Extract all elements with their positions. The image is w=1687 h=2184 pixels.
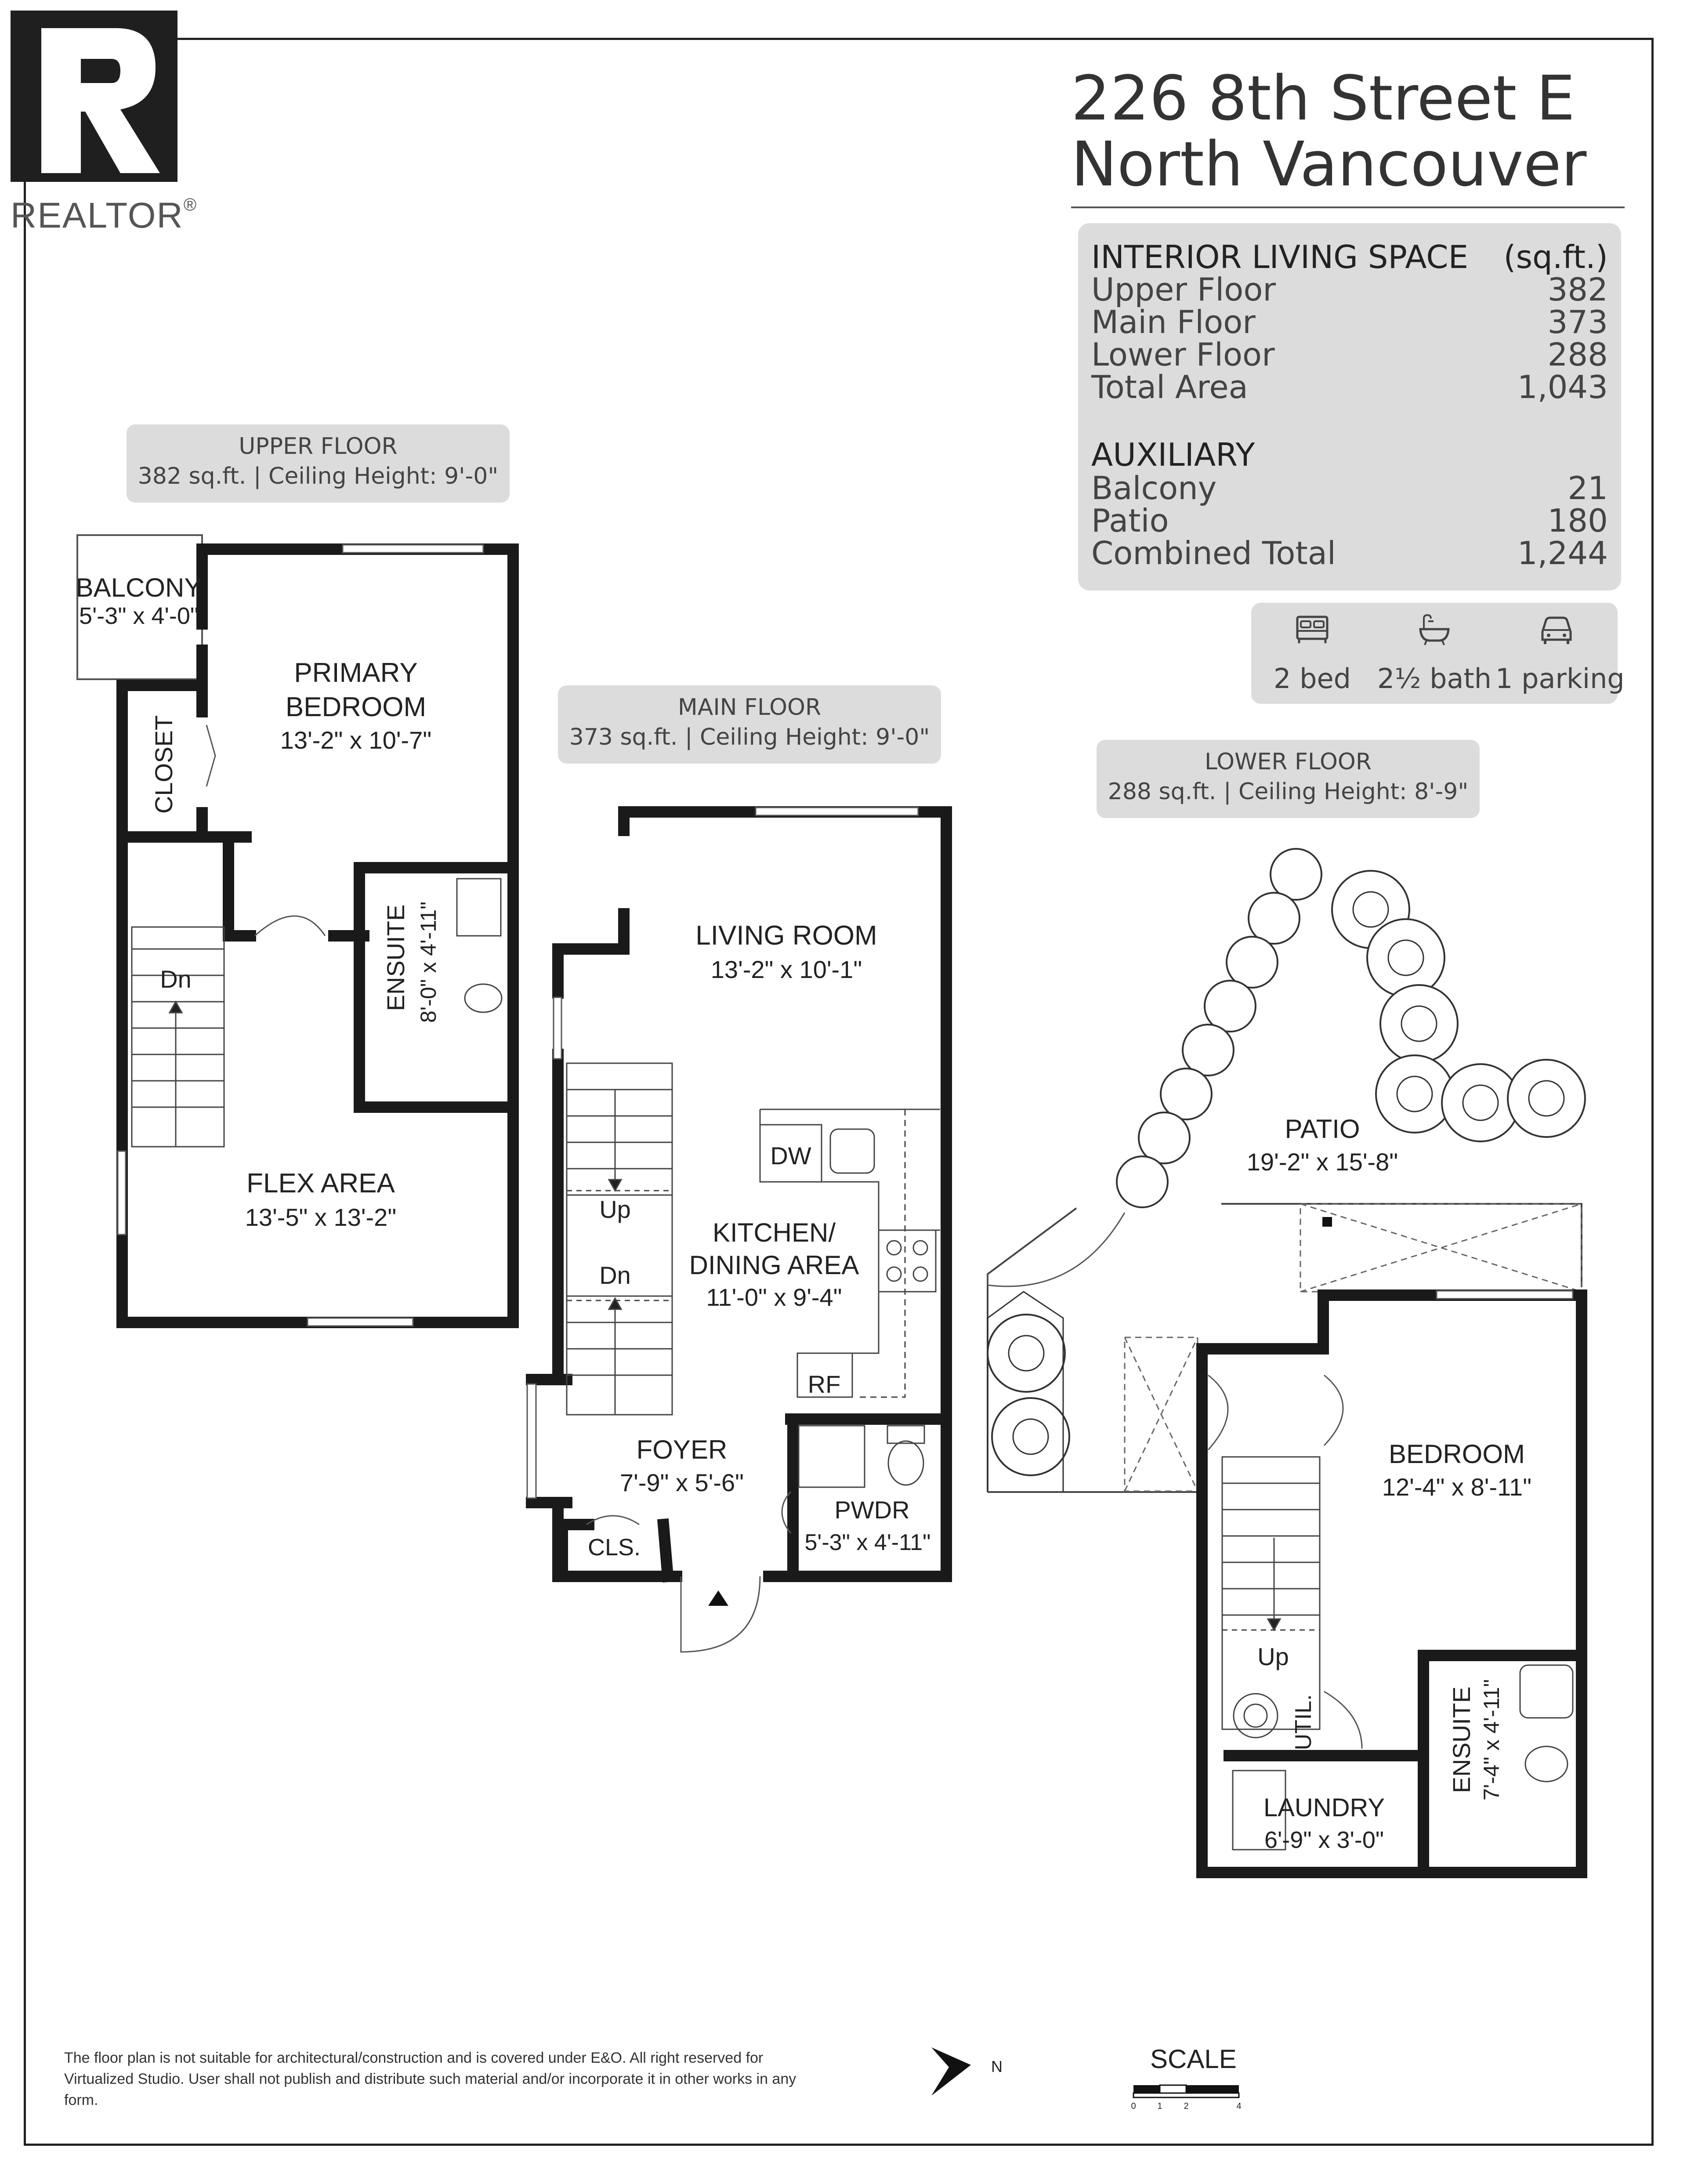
powder-room-dims: 5'-3" x 4'-11" — [804, 1530, 931, 1555]
powder-room-label: PWDR — [834, 1496, 910, 1524]
stairs-up-label: Up — [599, 1195, 631, 1223]
utility-label: UTIL. — [1291, 1694, 1316, 1750]
amenity-label: 2½ bath — [1377, 663, 1492, 695]
window — [343, 545, 483, 553]
closet-door — [206, 725, 215, 786]
laundry-dims: 6'-9" x 3'-0" — [1264, 1827, 1384, 1853]
living-room-label: LIVING ROOM — [695, 920, 877, 951]
floor-tag-detail: 373 sq.ft. | Ceiling Height: 9'-0" — [569, 724, 930, 750]
patio-dims: 19'-2" x 15'-8" — [1246, 1148, 1398, 1176]
auxiliary-heading: AUXILIARY — [1091, 436, 1255, 473]
area-row-label: Balcony — [1091, 470, 1217, 507]
bedroom-dims: 12'-4" x 8'-11" — [1382, 1473, 1532, 1501]
area-row-value: 21 — [1568, 470, 1608, 507]
closet-label: CLS. — [587, 1534, 641, 1561]
scale-tick: 0 — [1131, 2101, 1136, 2111]
floor-tag-title: UPPER FLOOR — [239, 433, 398, 460]
compass — [931, 2047, 1003, 2096]
closet-label: CLOSET — [150, 715, 177, 814]
toilet — [465, 984, 502, 1012]
address-line2: North Vancouver — [1071, 129, 1587, 200]
laundry-label: LAUNDRY — [1263, 1793, 1385, 1822]
area-row-label: Main Floor — [1091, 304, 1256, 340]
disclaimer: The floor plan is not suitable for architectural/construction and is covered under E&O. All right reserved for Virtualized Studio. User shall not publish and distribute such material and/or incorporate it in other works in any form. — [64, 2050, 796, 2108]
amenity-label: 1 parking — [1495, 663, 1625, 695]
primary-bedroom-label: PRIMARY — [294, 658, 418, 688]
lower-stairs — [1222, 1457, 1320, 1729]
stairs-dn-label: Dn — [599, 1261, 631, 1289]
area-row-label: Patio — [1091, 502, 1169, 539]
primary-bedroom-dims: 13'-2" x 10'-7" — [280, 726, 432, 754]
post-marker — [1322, 1217, 1332, 1227]
flex-area-label: FLEX AREA — [246, 1168, 395, 1199]
foyer-label: FOYER — [636, 1435, 728, 1464]
kitchen-dims: 11'-0" x 9'-4" — [706, 1283, 842, 1311]
window — [118, 1151, 126, 1235]
toilet — [1525, 1746, 1568, 1782]
interior-unit: (sq.ft.) — [1503, 239, 1608, 275]
scale-tick: 2 — [1184, 2101, 1189, 2111]
entry-door — [681, 1576, 760, 1652]
balcony-dims: 5'-3" x 4'-0" — [79, 603, 199, 629]
realtor-logo-text: REALTOR® — [11, 195, 198, 235]
amenity-label: 2 bed — [1273, 663, 1351, 695]
floor-tag-title: LOWER FLOOR — [1205, 749, 1372, 775]
area-row-label: Total Area — [1091, 369, 1248, 406]
vanity — [457, 879, 501, 936]
flex-area-dims: 13'-5" x 13'-2" — [245, 1203, 397, 1231]
water-heater-inner — [1244, 1704, 1267, 1727]
window — [554, 997, 561, 1059]
interior-heading: INTERIOR LIVING SPACE — [1091, 239, 1469, 275]
scale-tick: 1 — [1157, 2101, 1162, 2111]
patio-label: PATIO — [1285, 1114, 1360, 1144]
window — [756, 808, 918, 815]
ensuite-lower-label: ENSUITE — [1448, 1686, 1475, 1793]
address-line1: 226 8th Street E — [1071, 63, 1575, 134]
ensuite-lower-dims: 7'-4" x 4'-11" — [1479, 1679, 1504, 1801]
lower-floor-walls — [1202, 1295, 1582, 1873]
balcony-label: BALCONY — [76, 573, 202, 602]
vanity — [1520, 1665, 1573, 1718]
floor-tag-title: MAIN FLOOR — [677, 694, 822, 721]
upper-stairs — [132, 927, 224, 1147]
area-row-value: 288 — [1547, 336, 1608, 373]
room-labels — [76, 573, 1532, 1853]
patio-foliage-detail — [988, 892, 1564, 1492]
door-swing — [1324, 1691, 1362, 1749]
water-heater — [1234, 1694, 1278, 1738]
area-row-label: Combined Total — [1091, 535, 1336, 572]
north-arrow-icon — [931, 2047, 971, 2096]
kitchen-label: KITCHEN/ — [712, 1218, 836, 1247]
area-row-label: Lower Floor — [1091, 336, 1275, 373]
window — [308, 1318, 413, 1326]
fridge-label: RF — [807, 1370, 841, 1398]
north-label: N — [991, 2057, 1003, 2075]
door-swing — [1324, 1375, 1343, 1445]
kitchen-label-2: DINING AREA — [689, 1250, 859, 1280]
area-row-value: 382 — [1547, 271, 1608, 308]
entry-arrow-icon — [708, 1590, 728, 1606]
area-row-value: 1,043 — [1517, 369, 1608, 406]
primary-bedroom-label-2: BEDROOM — [285, 692, 427, 722]
door-swing — [1208, 1375, 1228, 1450]
scale-tick: 4 — [1236, 2101, 1242, 2111]
area-row-value: 1,244 — [1517, 535, 1608, 572]
area-row-value: 373 — [1547, 304, 1608, 340]
dishwasher-label: DW — [770, 1142, 811, 1170]
floor-tag-detail: 382 sq.ft. | Ceiling Height: 9'-0" — [138, 463, 499, 489]
stairs-up-label: Up — [1257, 1643, 1289, 1670]
window — [1437, 1291, 1573, 1299]
scale-label: SCALE — [1150, 2044, 1237, 2074]
door-swing — [255, 916, 325, 936]
bedroom-label: BEDROOM — [1388, 1439, 1525, 1469]
area-row-label: Upper Floor — [1091, 271, 1276, 308]
foyer-dims: 7'-9" x 5'-6" — [619, 1469, 744, 1496]
main-stairs — [567, 1063, 672, 1415]
ensuite-upper-dims: 8'-0" x 4'-11" — [416, 901, 441, 1023]
scale-bar — [1131, 2085, 1241, 2111]
area-row-value: 180 — [1547, 502, 1608, 539]
ensuite-upper-label: ENSUITE — [382, 904, 409, 1011]
window — [527, 1384, 536, 1498]
stairs-dn-label: Dn — [160, 965, 192, 993]
living-room-dims: 13'-2" x 10'-1" — [710, 956, 862, 983]
floor-tag-detail: 288 sq.ft. | Ceiling Height: 8'-9" — [1108, 779, 1469, 805]
